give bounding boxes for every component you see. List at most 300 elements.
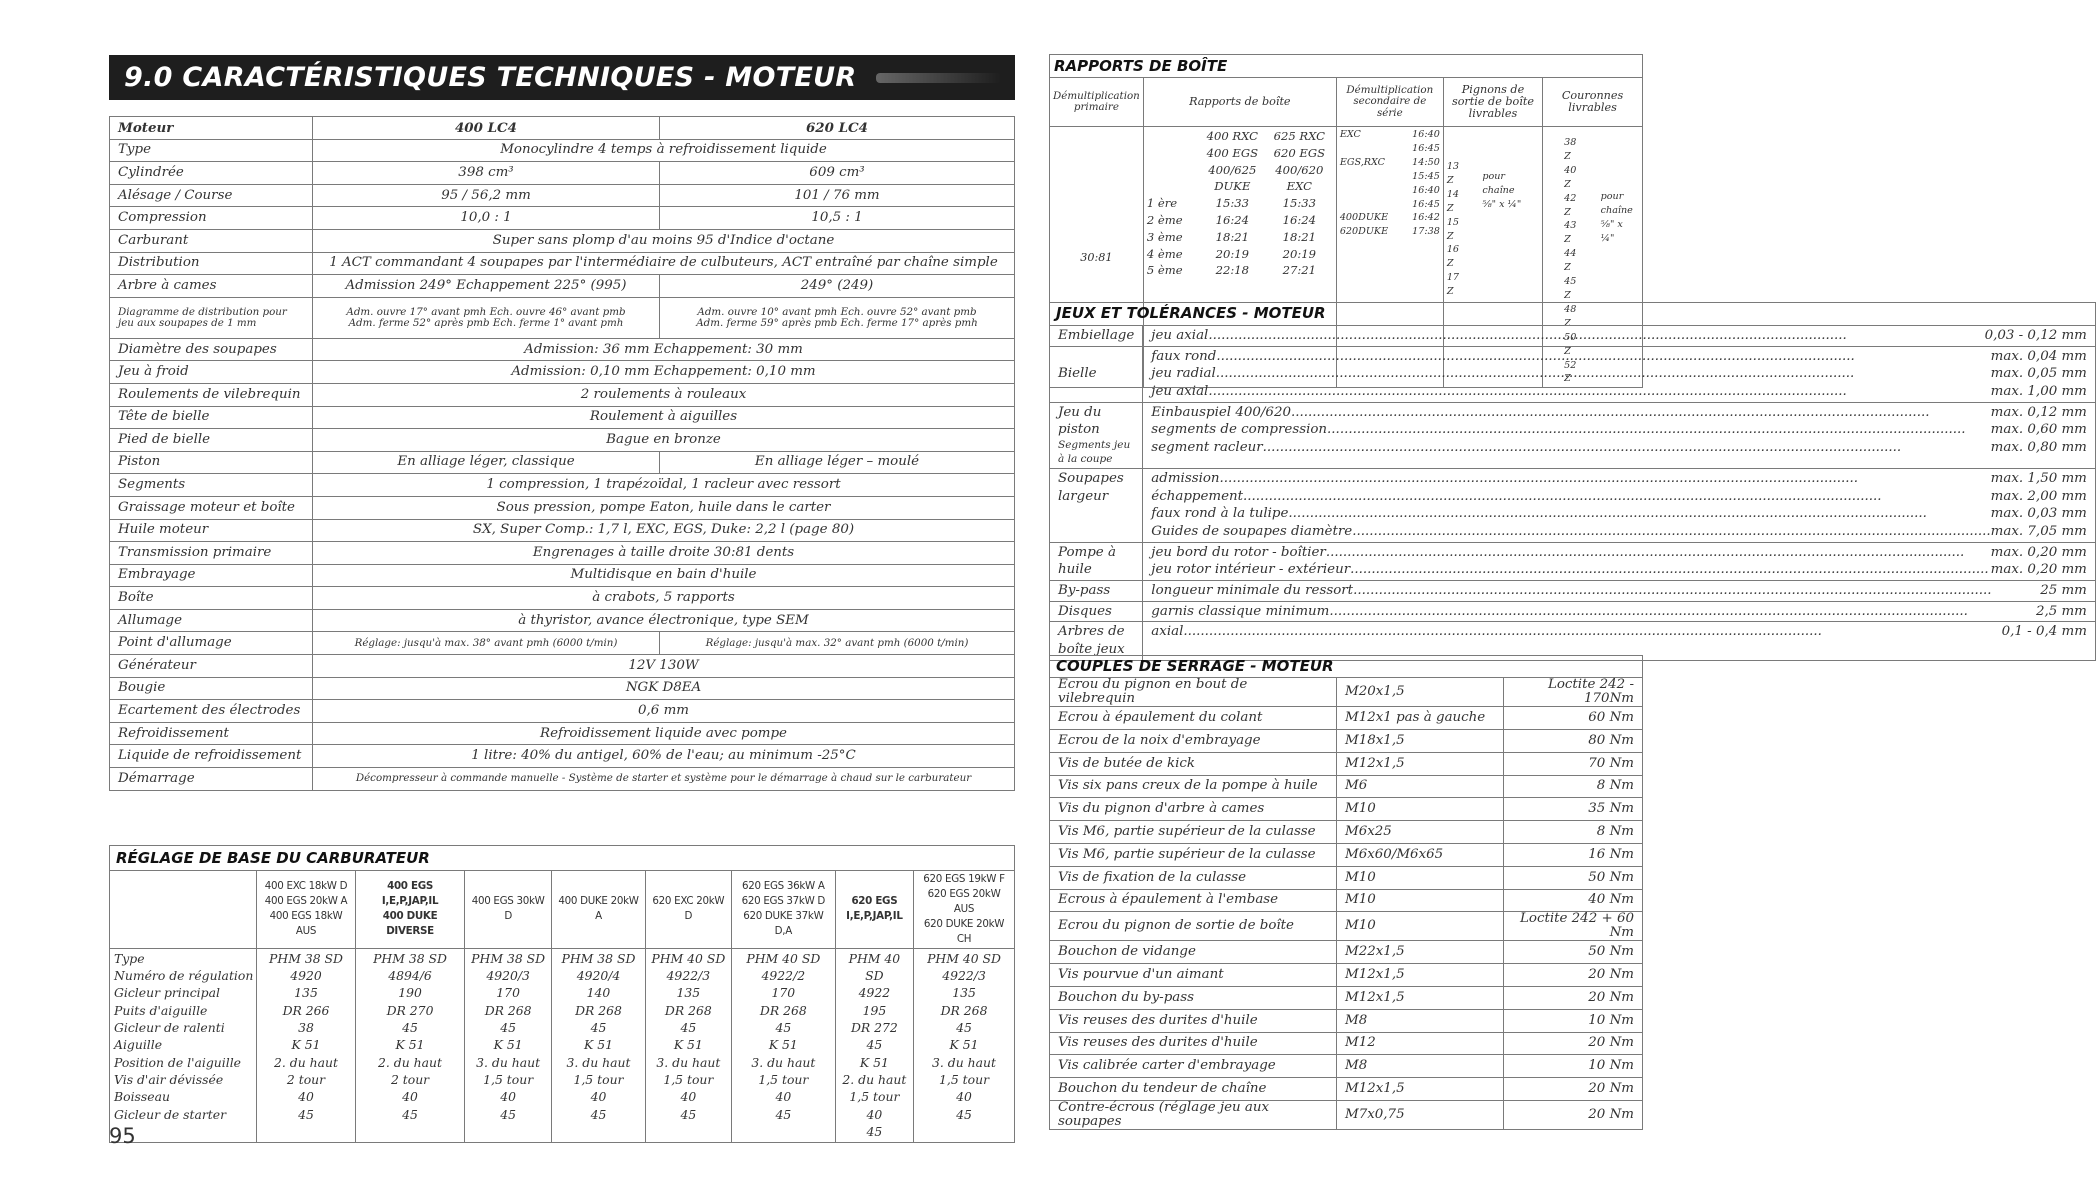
carb-row-label: Type: [114, 950, 145, 966]
gear-label: 1 ère: [1146, 196, 1178, 211]
gear-secondary-value: 14:50: [1412, 156, 1440, 168]
jeux-item: [1151, 523, 2087, 541]
gear-header-cell: Couronnes livrables: [1543, 78, 1643, 127]
spec-value: Bague en bronze: [313, 429, 1015, 452]
carb-value: 4920/3: [486, 967, 530, 983]
jeux-item-name: jeu radial: [1151, 366, 1216, 382]
jeux-label-text: Jeu du piston: [1058, 404, 1102, 438]
gear-header-cell: Démultiplication secondaire de série: [1336, 78, 1443, 127]
torque-value: 20 Nm: [1504, 1032, 1643, 1055]
carb-title: RÉGLAGE DE BASE DU CARBURATEUR: [110, 846, 1015, 871]
torque-row: [1050, 889, 1643, 912]
jeux-items: [1143, 346, 2096, 402]
spec-label: Huile moteur: [110, 519, 313, 542]
carb-value-column: [731, 948, 835, 1142]
spec-value-620: 249° (249): [660, 275, 1015, 298]
spec-label: Démarrage: [110, 768, 313, 791]
carb-value: 1,5 tour: [849, 1089, 900, 1105]
jeux-item-value: max. 2,00 mm: [1990, 488, 2087, 504]
gear-ratio-blank: [1147, 128, 1199, 195]
spec-header-label: Moteur: [110, 117, 313, 140]
jeux-items: [1143, 580, 2096, 601]
jeux-label: [1050, 580, 1143, 601]
spec-value: Engrenages à taille droite 30:81 dents: [313, 542, 1015, 565]
gear-secondary-value: 16:40: [1412, 129, 1440, 140]
carb-value: K 51: [859, 1054, 889, 1070]
spec-value: 1 ACT commandant 4 soupapes par l'intermédiaire de culbuteurs, ACT entraîné par chaîne simple: [313, 252, 1015, 275]
carb-value: K 51: [673, 1037, 703, 1053]
carb-value: 3. du haut: [476, 1054, 541, 1070]
carb-value: DR 272: [850, 1020, 898, 1036]
carb-value: 45: [680, 1020, 697, 1036]
carb-value-column: [645, 948, 731, 1142]
gear-header-cell: Pignons de sortie de boîte livrables: [1443, 78, 1542, 127]
torque-row: [1050, 1101, 1643, 1130]
spec-row: [110, 139, 1015, 162]
carb-value-column: [465, 948, 552, 1142]
carb-body-row: [110, 948, 1015, 1142]
carb-value: 45: [500, 1106, 517, 1122]
jeux-item-leader: [1329, 603, 2036, 621]
jeux-item-leader: [1327, 421, 1991, 439]
gear-header-cell: Démultiplication primaire: [1050, 78, 1144, 127]
jeux-items: [1143, 542, 2096, 580]
torque-size: M8: [1337, 1055, 1504, 1078]
spec-row: [110, 383, 1015, 406]
carb-row-label: Vis d'air dévissée: [114, 1072, 224, 1088]
torque-description: Ecrou de la noix d'embrayage: [1050, 729, 1337, 752]
jeux-item-value: max. 7,05 mm: [1990, 523, 2087, 539]
carb-value: DR 268: [575, 1002, 622, 1018]
spec-label: Allumage: [110, 609, 313, 632]
jeux-row: [1050, 402, 2096, 468]
carb-value-column: [356, 948, 465, 1142]
carb-value: 40: [590, 1089, 607, 1105]
jeux-label: [1050, 346, 1143, 402]
torque-value: 20 Nm: [1504, 1078, 1643, 1101]
carb-value: 1,5 tour: [939, 1072, 990, 1088]
torque-row: [1050, 964, 1643, 987]
page-title: 9.0 CARACTÉRISTIQUES TECHNIQUES - MOTEUR: [124, 62, 857, 93]
jeux-item: [1151, 383, 2087, 401]
gear-secondary-value: 15:45: [1412, 170, 1440, 182]
jeux-row: [1050, 542, 2096, 580]
jeux-item: [1151, 470, 2087, 488]
torque-value: 40 Nm: [1504, 889, 1643, 912]
torque-row: [1050, 941, 1643, 964]
carb-title-row: [110, 846, 1015, 871]
gear-secondary-label: 620DUKE: [1339, 226, 1389, 238]
spec-row: [110, 519, 1015, 542]
gear-secondary-value: 16:40: [1412, 184, 1440, 196]
carb-value: 190: [398, 985, 422, 1001]
gear-crown: 38 Z: [1564, 137, 1577, 162]
jeux-row: [1050, 326, 2096, 347]
carb-model-header: 400 EGS 30kW D: [465, 871, 552, 949]
spec-value-400: 95 / 56,2 mm: [313, 184, 660, 207]
carb-value: 135: [294, 985, 318, 1001]
gear-secondary-label: [1340, 142, 1390, 156]
spec-label: Boîte: [110, 587, 313, 610]
torque-description: Bouchon du by-pass: [1050, 987, 1337, 1010]
jeux-item-leader: [1216, 365, 1991, 383]
spec-label: Générateur: [110, 655, 313, 678]
jeux-item-value: 0,03 - 0,12 mm: [1984, 328, 2087, 343]
spec-row: [110, 655, 1015, 678]
jeux-item: [1151, 544, 2087, 562]
spec-value: à thyristor, avance électronique, type SEM: [313, 609, 1015, 632]
spec-value-400: Admission 249° Echappement 225° (995): [313, 275, 660, 298]
spec-value-400: 10,0 : 1: [313, 207, 660, 230]
carb-value: PHM 38 SD: [373, 950, 447, 966]
carb-value-column: [552, 948, 646, 1142]
spec-value-620: 101 / 76 mm: [660, 184, 1015, 207]
jeux-label: [1050, 542, 1143, 580]
torque-size: M10: [1337, 866, 1504, 889]
page-number: 95: [109, 1124, 136, 1148]
torque-size: M12x1,5: [1337, 1078, 1504, 1101]
gear-ratio-a: 18:21: [1215, 229, 1250, 244]
spec-value-620: 10,5 : 1: [660, 207, 1015, 230]
gear-secondary-value: 16:45: [1412, 198, 1440, 210]
jeux-item: [1151, 505, 2087, 523]
gear-pinion: 13 Z: [1446, 161, 1460, 186]
gear-label: 5 ème: [1146, 263, 1183, 278]
jeux-items: [1143, 402, 2096, 468]
carb-value: K 51: [768, 1037, 798, 1053]
jeux-item: [1151, 623, 2087, 641]
torque-row: [1050, 821, 1643, 844]
carb-model-header: 400 DUKE 20kW A: [552, 871, 646, 949]
carb-model-header: 620 EXC 20kW D: [645, 871, 731, 949]
spec-value: à crabots, 5 rapports: [313, 587, 1015, 610]
spec-header-row: [110, 117, 1015, 140]
spec-label: Roulements de vilebrequin: [110, 383, 313, 406]
gear-ratio-b: 18:21: [1282, 229, 1317, 244]
jeux-item-value: max. 0,12 mm: [1990, 404, 2087, 420]
spec-label: Liquide de refroidissement: [110, 745, 313, 768]
spec-label: Alésage / Course: [110, 184, 313, 207]
torque-description: Ecrou à épaulement du colant: [1050, 707, 1337, 730]
carb-value: 140: [586, 985, 611, 1001]
spec-label: Carburant: [110, 229, 313, 252]
gear-secondary-label: 400DUKE: [1339, 212, 1389, 224]
carb-value: PHM 40 SD: [927, 950, 1001, 966]
gear-secondary-label: EXC: [1339, 129, 1361, 140]
gear-pinion: 17 Z: [1446, 272, 1460, 298]
jeux-item-value: max. 0,03 mm: [1990, 506, 2087, 522]
torque-description: Vis six pans creux de la pompe à huile: [1050, 775, 1337, 798]
gear-secondary-label: [1340, 170, 1390, 184]
carb-value: 4894/6: [388, 967, 432, 983]
gear-crown: 52 Z: [1564, 359, 1577, 385]
gear-secondary-label: [1340, 198, 1390, 212]
carb-value: DR 268: [940, 1002, 988, 1018]
jeux-item-leader: [1243, 488, 1991, 506]
jeux-row: [1050, 580, 2096, 601]
carb-value: K 51: [949, 1037, 979, 1053]
carb-value: 4922/3: [942, 967, 986, 983]
jeux-label-text: Disques: [1058, 603, 1112, 619]
gear-ratio-b: 27:21: [1282, 263, 1317, 278]
carb-value: 1,5 tour: [758, 1072, 809, 1088]
torque-description: Ecrous à épaulement à l'embase: [1050, 889, 1337, 912]
spec-label: Point d'allumage: [110, 632, 313, 655]
carb-value-column: [914, 948, 1015, 1142]
spec-value: Monocylindre 4 temps à refroidissement liquide: [313, 139, 1015, 162]
jeux-item-name: jeu axial: [1151, 328, 1209, 343]
gear-primary: 30:81: [1050, 127, 1144, 388]
spec-value: Multidisque en bain d'huile: [313, 564, 1015, 587]
torque-row: [1050, 707, 1643, 730]
carb-row-label: Numéro de régulation: [114, 967, 254, 983]
carb-value: 1,5 tour: [573, 1072, 624, 1088]
torque-description: Vis M6, partie supérieur de la culasse: [1050, 821, 1337, 844]
torque-value: Loctite 242 - 170Nm: [1504, 678, 1643, 707]
jeux-label-text: By-pass: [1058, 582, 1111, 598]
spec-value-620: En alliage léger – moulé: [660, 451, 1015, 474]
carb-value: DR 268: [484, 1002, 532, 1018]
jeux-row: [1050, 468, 2096, 542]
spec-row: [110, 275, 1015, 298]
spec-value: Sous pression, pompe Eaton, huile dans le carter: [313, 496, 1015, 519]
carb-header-row: [110, 871, 1015, 949]
carb-value: K 51: [584, 1037, 613, 1053]
torque-row: [1050, 678, 1643, 707]
spec-label: Segments: [110, 474, 313, 497]
torque-value: 20 Nm: [1504, 964, 1643, 987]
carb-model-header: 620 EGS 19kW F 620 EGS 20kW AUS 620 DUKE 20kW CH: [914, 871, 1015, 949]
carb-row-label: Gicleur principal: [114, 985, 220, 1001]
gear-crown: 45 Z: [1564, 276, 1577, 301]
jeux-title-row: [1050, 303, 2096, 326]
torque-value: 10 Nm: [1504, 1009, 1643, 1032]
carb-row-label: Boisseau: [114, 1089, 170, 1105]
jeux-item: [1151, 439, 2087, 457]
gear-header-cell: Rapports de boîte: [1143, 78, 1336, 127]
carb-value: 2 tour: [286, 1072, 326, 1088]
jeux-item: [1151, 561, 2087, 579]
jeux-item-name: jeu axial: [1151, 384, 1209, 400]
carb-value: 170: [771, 985, 796, 1001]
carb-value: 2. du haut: [842, 1072, 907, 1088]
jeux-item-value: max. 1,50 mm: [1990, 470, 2087, 486]
spec-value: 1 compression, 1 trapézoïdal, 1 racleur avec ressort: [313, 474, 1015, 497]
jeux-item-name: Guides de soupapes diamètre: [1151, 523, 1353, 539]
jeux-item: [1151, 603, 2087, 621]
torque-size: M12x1,5: [1337, 987, 1504, 1010]
carb-row-labels: [110, 948, 257, 1142]
gear-ratio-b: 20:19: [1282, 246, 1317, 261]
torque-description: Vis reuses des durites d'huile: [1050, 1032, 1337, 1055]
carb-value: 38: [298, 1020, 314, 1036]
jeux-item-leader: [1350, 561, 1991, 579]
spec-label: Arbre à cames: [110, 275, 313, 298]
carb-value: 4922/2: [761, 967, 806, 983]
jeux-item-name: échappement: [1151, 488, 1244, 504]
carb-value: 1,5 tour: [483, 1072, 534, 1088]
carb-value: 4922/3: [666, 967, 711, 983]
torque-size: M22x1,5: [1337, 941, 1504, 964]
jeux-item: [1151, 348, 2087, 366]
carb-value: 4922: [858, 985, 891, 1001]
gear-pinion: 15 Z: [1446, 216, 1460, 242]
jeux-item-name: segments de compression: [1151, 422, 1328, 438]
carb-value: DR 268: [759, 1002, 807, 1018]
torque-size: M8: [1337, 1009, 1504, 1032]
spec-value: 1 litre: 40% du antigel, 60% de l'eau; au minimum -25°C: [313, 745, 1015, 768]
jeux-item-leader: [1291, 404, 1991, 422]
jeux-item-name: garnis classique minimum: [1151, 603, 1330, 619]
jeux-items: [1143, 468, 2096, 542]
jeux-items: [1143, 326, 2096, 347]
carb-value: 45: [775, 1106, 792, 1122]
carb-value: DR 266: [282, 1002, 330, 1018]
spec-label: Compression: [110, 207, 313, 230]
carb-value: 45: [680, 1106, 697, 1122]
spec-row: [110, 207, 1015, 230]
carb-value-column: [835, 948, 913, 1142]
carb-value: 3. du haut: [656, 1054, 721, 1070]
carb-value: PHM 40 SD: [848, 950, 901, 983]
torque-description: Bouchon de vidange: [1050, 941, 1337, 964]
gear-pinion-wrap: [1447, 128, 1539, 299]
torque-size: M6x60/M6x65: [1337, 843, 1504, 866]
gear-secondary-grid: [1340, 128, 1440, 239]
spec-row: [110, 542, 1015, 565]
torque-value: 60 Nm: [1504, 707, 1643, 730]
torque-size: M10: [1337, 912, 1504, 941]
gear-ratio-grid: [1147, 128, 1333, 279]
gear-pinion-list: [1447, 160, 1469, 299]
torque-value: 50 Nm: [1504, 941, 1643, 964]
spec-row: [110, 677, 1015, 700]
torque-value: Loctite 242 + 60 Nm: [1504, 912, 1643, 941]
torque-size: M10: [1337, 798, 1504, 821]
jeux-item-leader: [1220, 470, 1991, 488]
carb-header-blank: [110, 871, 257, 949]
spec-label: Piston: [110, 451, 313, 474]
carb-value: K 51: [493, 1037, 523, 1053]
spec-label: Ecartement des électrodes: [110, 700, 313, 723]
carb-value: 45: [956, 1020, 972, 1036]
spec-value-400: Réglage: jusqu'à max. 38° avant pmh (6000 t/min): [313, 632, 660, 655]
carb-value: 40: [866, 1106, 883, 1122]
spec-value: Admission: 0,10 mm Echappement: 0,10 mm: [313, 361, 1015, 384]
spec-row: [110, 700, 1015, 723]
banner-decoration: [876, 73, 1001, 83]
torque-description: Ecrou du pignon de sortie de boîte: [1050, 912, 1337, 941]
carb-value: 40: [298, 1089, 314, 1105]
carb-value: 1,5 tour: [663, 1072, 714, 1088]
jeux-label-text: Bielle: [1058, 366, 1097, 382]
torque-row: [1050, 1055, 1643, 1078]
jeux-item-value: max. 0,04 mm: [1990, 348, 2087, 364]
jeux-item-name: axial: [1151, 624, 1184, 640]
gear-crown: 42 Z: [1564, 192, 1577, 218]
torque-value: 20 Nm: [1504, 987, 1643, 1010]
spec-row: [110, 474, 1015, 497]
torque-description: Vis M6, partie supérieur de la culasse: [1050, 843, 1337, 866]
carb-value: 45: [298, 1106, 314, 1122]
gear-label: 3 ème: [1146, 229, 1183, 244]
torque-row: [1050, 912, 1643, 941]
torque-row: [1050, 987, 1643, 1010]
spec-row: [110, 361, 1015, 384]
torque-description: Vis pourvue d'un aimant: [1050, 964, 1337, 987]
spec-row: [110, 722, 1015, 745]
jeux-label-text: Soupapes largeur: [1058, 470, 1124, 504]
spec-row: [110, 429, 1015, 452]
gear-title-row: [1050, 55, 1643, 78]
jeux-label: [1050, 402, 1143, 468]
jeux-item-name: segment racleur: [1151, 440, 1263, 456]
torque-row: [1050, 1032, 1643, 1055]
torque-row: [1050, 729, 1643, 752]
carb-value: 3. du haut: [932, 1054, 996, 1070]
spec-label: Embrayage: [110, 564, 313, 587]
torque-value: 16 Nm: [1504, 843, 1643, 866]
carb-value: 45: [866, 1124, 883, 1140]
carb-model-header: 620 EGS 36kW A 620 EGS 37kW D 620 DUKE 37kW D,A: [731, 871, 835, 949]
couples-title: COUPLES DE SERRAGE - MOTEUR: [1050, 656, 1643, 678]
gear-pinion: 16 Z: [1446, 244, 1460, 270]
carb-value: 40: [680, 1089, 697, 1105]
jeux-item-value: max. 0,60 mm: [1990, 422, 2087, 438]
spec-value-620: Réglage: jusqu'à max. 32° avant pmh (6000 t/min): [660, 632, 1015, 655]
carb-value-column: [257, 948, 356, 1142]
spec-row: [110, 564, 1015, 587]
torque-value: 35 Nm: [1504, 798, 1643, 821]
carb-row-label: Gicleur de starter: [114, 1106, 227, 1122]
carb-value: 135: [952, 985, 976, 1001]
jeux-sub-label: Segments jeu à la coupe: [1058, 439, 1131, 465]
torque-row: [1050, 843, 1643, 866]
spec-value: NGK D8EA: [313, 677, 1015, 700]
torque-size: M12x1,5: [1337, 964, 1504, 987]
torque-value: 10 Nm: [1504, 1055, 1643, 1078]
carb-value: 2 tour: [390, 1072, 430, 1088]
spec-row: [110, 609, 1015, 632]
spec-value-400: En alliage léger, classique: [313, 451, 660, 474]
spec-row: [110, 632, 1015, 655]
spec-value: Décompresseur à commande manuelle - Système de starter et système pour le démarrage à chaud sur le carburateur: [313, 768, 1015, 791]
spec-row: [110, 745, 1015, 768]
torque-value: 70 Nm: [1504, 752, 1643, 775]
spec-value: Roulement à aiguilles: [313, 406, 1015, 429]
carb-value: 170: [496, 985, 520, 1001]
jeux-item-leader: [1288, 505, 1990, 523]
gear-ratio-a: 15:33: [1215, 196, 1250, 211]
spec-label: Diamètre des soupapes: [110, 338, 313, 361]
torque-value: 50 Nm: [1504, 866, 1643, 889]
jeux-item-leader: [1208, 383, 1990, 401]
jeux-label: [1050, 601, 1143, 622]
jeux-item-leader: [1183, 623, 2001, 641]
carb-value: 195: [862, 1002, 887, 1018]
spec-value: Refroidissement liquide avec pompe: [313, 722, 1015, 745]
gear-ratio-b: 15:33: [1282, 196, 1317, 211]
jeux-item-value: max. 0,80 mm: [1990, 440, 2087, 456]
carb-value: PHM 38 SD: [269, 950, 343, 966]
spec-value-400: Adm. ouvre 17° avant pmh Ech. ouvre 46° avant pmb Adm. ferme 52° après pmb Ech. ferme 1° avant pmh: [313, 297, 660, 338]
gear-crown: 43 Z: [1564, 220, 1577, 246]
torque-description: Vis calibrée carter d'embrayage: [1050, 1055, 1337, 1078]
gear-ratio-a: 20:19: [1215, 246, 1250, 261]
carb-value: DR 268: [664, 1002, 712, 1018]
gear-crown-note: pour chaîne ⅝" x ¼": [1600, 191, 1633, 244]
jeux-item-leader: [1353, 582, 2040, 600]
